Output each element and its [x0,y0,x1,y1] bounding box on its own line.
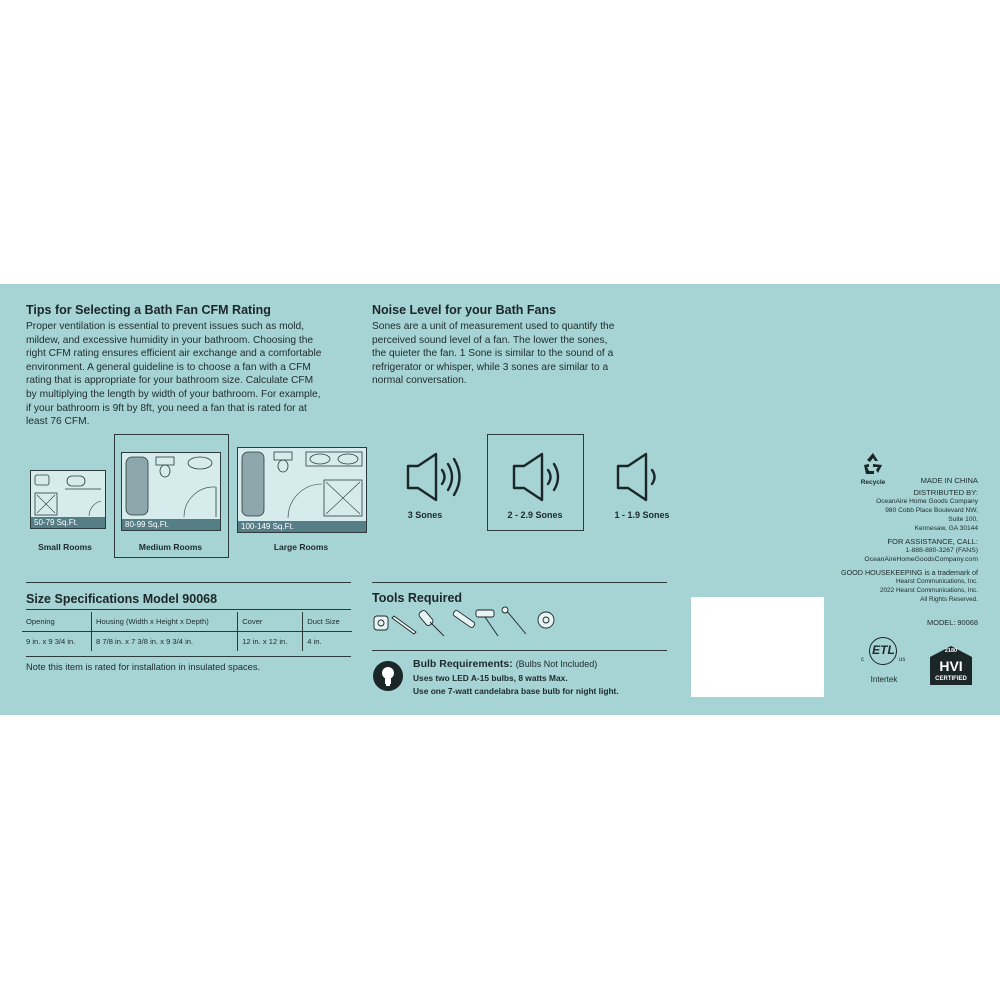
etl-listed-mark [861,637,905,673]
medium-room-plan [121,452,221,531]
cfm-title: Tips for Selecting a Bath Fan CFM Rating [26,303,271,317]
blank-label-area [691,597,824,697]
lightbulb-icon [372,660,404,692]
speaker-1-sones-icon [612,450,662,504]
sones-3-label: 3 Sones [407,510,443,520]
spec-header-duct: Duct Size [303,612,352,632]
large-room-plan [237,447,367,533]
address-line-3: Suite 100, [948,516,978,523]
screwdriver-icon [418,609,444,636]
large-rooms-label: Large Rooms [273,542,329,552]
spec-value-row [22,632,352,652]
medium-room-icon [122,453,220,519]
trademark-line-2: Hearst Communications, Inc. [895,578,978,585]
electrical-tape-icon [538,612,554,628]
medium-room-tag: 80-99 Sq.Ft. [122,519,220,530]
spec-header-housing: Housing (Width x Height x Depth) [92,612,238,632]
hvi-certified-text: CERTIFIED [935,676,967,682]
small-room-plan [30,470,106,529]
noise-paragraph: Sones are a unit of measurement used to quantify the perceived sound level of a fan. The lower the sones, the quieter the fan. 1 Sone is similar to the sound of a refrigerator or whisper, while 3 sones are similar to a normal conversation. [372,321,615,387]
trademark-line-4: All Rights Reserved. [920,596,978,603]
company-info [820,476,978,604]
spec-header-opening: Opening [22,612,92,632]
hvi-number: 2180 [944,648,958,654]
bulb-subtitle: (Bulbs Not Included) [515,659,598,669]
spec-value-cover: 12 in. x 12 in. [238,632,303,652]
trademark-line-1: GOOD HOUSEKEEPING is a trademark of [841,568,978,577]
address-line-4: Kennesaw, GA 30144 [914,525,978,532]
recycle-icon [860,450,886,476]
trademark-line-3: 2022 Hearst Communications, Inc. [879,587,978,594]
spec-value-duct: 4 in. [307,637,322,646]
spec-top-rule [26,582,351,583]
bulb-line-1: Uses two LED A-15 bulbs, 8 watts Max. [413,673,568,683]
tools-bottom-rule [372,650,667,651]
small-rooms-label: Small Rooms [38,542,92,552]
large-room-icon [238,448,366,520]
intertek-label: Intertek [870,675,898,684]
model-number: MODEL: 90068 [927,618,978,627]
phone-number: 1-888-880-3267 (FANS) [905,547,978,554]
bulb-line-2: Use one 7-watt candelabra base bulb for night light. [413,686,619,696]
medium-rooms-label: Medium Rooms [138,542,203,552]
tools-top-rule [372,582,667,583]
large-room-tag: 100-149 Sq.Ft. [238,521,366,532]
sones-2-label: 2 - 2.9 Sones [507,510,563,520]
spec-header-cover: Cover [238,612,303,632]
hvi-certified-badge [928,644,974,685]
etl-us: us [899,657,906,663]
spec-header-row [22,612,352,632]
etl-c: c [861,657,864,663]
spec-note: Note this item is rated for installation in insulated spaces. [26,662,261,672]
hvi-text: HVI [939,658,963,674]
small-room-icon [31,471,105,517]
address-line-1: OceanAire Home Goods Company [876,498,978,505]
spec-value-housing: 8 7/8 in. x 7 3/8 in. x 9 3/4 in. [92,632,238,652]
noise-title: Noise Level for your Bath Fans [372,303,557,317]
made-in: MADE IN CHINA [920,476,978,485]
bulb-title: Bulb Requirements: [413,658,513,670]
bulb-heading [413,658,597,670]
spec-bottom-rule [26,656,351,657]
drill-bit-icon [452,610,475,629]
website: OceanAireHomeGoodsCompany.com [864,556,978,563]
sones-1-label: 1 - 1.9 Sones [614,510,670,520]
spec-header-rule [26,609,351,610]
distributed-by: DISTRIBUTED BY: [913,488,978,497]
hammer-icon [476,610,498,636]
cfm-paragraph: Proper ventilation is essential to prevent issues such as mold, mildew, and excessive humidity in your bathroom. Choosing the right CFM rating ensures efficient air exchange and a comfortable environment. A general guideline is to choose a fan with a CFM rating that is appropriate for your bathroom size. Calculate CFM by multiplying the length by width of your bathroom. For example, if your bathroom is 9ft by 8ft, you need a fan that is rated for at least 76 CFM. [26,321,322,428]
tools-icons [372,606,562,642]
tools-title: Tools Required [372,591,463,605]
speaker-3-sones-icon [402,450,468,504]
speaker-2-sones-icon [508,450,568,504]
spec-value-opening: 9 in. x 9 3/4 in. [22,632,92,652]
etl-text: ETL [872,643,895,657]
spec-table [22,612,352,651]
pencil-icon [392,616,416,634]
small-room-tag: 50-79 Sq.Ft. [31,517,105,528]
tape-measure-icon [374,616,388,630]
assistance-label: FOR ASSISTANCE, CALL: [887,537,978,546]
address-line-2: 980 Cobb Place Boulevard NW, [885,507,978,514]
spec-title: Size Specifications Model 90068 [26,592,218,606]
recycle-label: Recycle [860,479,886,486]
wrench-icon [502,607,526,634]
